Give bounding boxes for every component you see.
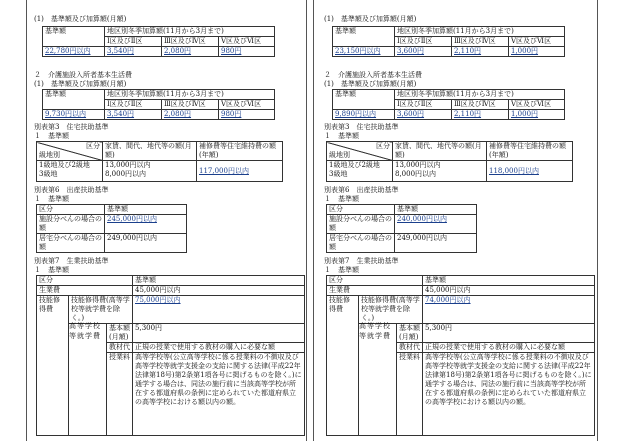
- housing-header-repair: 補修費等住宅維持費の額(年額): [197, 142, 283, 161]
- housing-table-subtitle: １ 基準額: [34, 132, 69, 140]
- housing-table-title: 別表第3 住宅扶助基準: [324, 123, 399, 131]
- page-rule-mid-right: [313, 0, 314, 441]
- page-rule-right: [597, 0, 598, 441]
- occupation-table: [326, 275, 595, 436]
- winter-value: 3,540円: [105, 47, 162, 57]
- hs-base-label: 基本額(月額): [397, 324, 423, 343]
- hs-base-value: 5,300円: [423, 324, 595, 343]
- section-title-basic: (1) 基準額及び加算額(月額): [34, 15, 127, 23]
- care-facility-table: [42, 89, 275, 120]
- hs-base-label: 基本額(月額): [107, 324, 133, 343]
- birth-row-value: 249,000円以内: [395, 234, 477, 253]
- zone-label: Ⅴ区及びⅥ区: [509, 100, 565, 110]
- birth-table-subtitle: １ 基準額: [34, 195, 69, 203]
- skill-label: 技能修得費: [37, 296, 69, 436]
- skill-label: 技能修得費: [327, 296, 359, 436]
- occupation-header-base: 基準額: [423, 276, 595, 286]
- housing-repair-value: 117,000円以内: [197, 161, 283, 182]
- tuition-value: 高等学校等(公立高等学校に係る授業料の不徴収及び高等学校等就学支援金の支給に関する法律(平成22年法律第18号)第2条第1項各号に掲げるものを除く。)に通学する場合は、同法の施行前に当該高等学校が所在する都道府県の条例に定められていた都道府県立の高等学校における額以内の額。: [133, 353, 305, 436]
- hs-label: 高等学校等就学費: [359, 322, 391, 340]
- textbook-label: 教材代: [107, 343, 133, 353]
- housing-header-repair: 補修費等住宅維持費の額(年額): [487, 142, 573, 161]
- occupation-table-subtitle: １ 基準額: [324, 266, 359, 274]
- section-subtitle-care-facility: (1) 基準額及び加算額(月額): [34, 80, 127, 88]
- section-title-basic: (1) 基準額及び加算額(月額): [324, 15, 417, 23]
- winter-value: 980円: [219, 110, 275, 120]
- base-amount-value: 9,890円以内: [333, 110, 395, 120]
- birth-table-subtitle: １ 基準額: [324, 195, 359, 203]
- zone-label: Ⅰ区及びⅡ区: [395, 100, 452, 110]
- birth-row-label: 施設分べんの場合の額: [37, 215, 105, 234]
- birth-header-class: 区分: [37, 205, 105, 215]
- birth-header-base: 基準額: [105, 205, 187, 215]
- birth-header-base: 基準額: [395, 205, 477, 215]
- base-amount-value: 9,730円以内: [43, 110, 105, 120]
- textbook-label: 教材代: [397, 343, 423, 353]
- skill-sub-label: 技能修得費(高等学校等就学費を除く。): [69, 296, 133, 324]
- occupation-table-subtitle: １ 基準額: [34, 266, 69, 274]
- tuition-value: 高等学校等(公立高等学校に係る授業料の不徴収及び高等学校等就学支援金の支給に関する法律(平成22年法律第18号)第2条第1項各号に掲げるものを除く。)に通学する場合は、同法の施行前に当該高等学校が所在する都道府県の条例に定められていた都道府県立の高等学校における額以内の額。: [423, 353, 595, 436]
- zone-label: Ⅴ区及びⅥ区: [219, 100, 275, 110]
- occupation-table: [36, 275, 305, 436]
- header-base-amount: 基準額: [43, 90, 105, 110]
- skill-sub-label: 技能修得費(高等学校等就学費を除く。): [359, 296, 423, 324]
- zone-label: Ⅲ区及びⅣ区: [452, 37, 509, 47]
- housing-header-rent: 家賃、間代、地代等の額(月額): [393, 142, 487, 161]
- zone-label: Ⅲ区及びⅣ区: [452, 100, 509, 110]
- zone-label: Ⅰ区及びⅡ区: [105, 37, 162, 47]
- housing-table: [326, 141, 573, 182]
- winter-value: 3,540円: [105, 110, 162, 120]
- section-title-care-facility: ２ 介護施設入所者基本生活費: [324, 71, 422, 79]
- hs-label: 高等学校等就学費: [69, 322, 101, 340]
- birth-table-title: 別表第6 出産扶助基準: [324, 186, 399, 194]
- livelihood-label: 生業費: [327, 286, 423, 296]
- tuition-label: 授業料: [107, 353, 133, 436]
- birth-table: [36, 204, 187, 253]
- housing-header-class: 区分 級地別: [37, 142, 103, 161]
- header-base-amount: 基準額: [43, 27, 105, 47]
- birth-row-value: 249,000円以内: [105, 234, 187, 253]
- birth-row-label: 施設分べんの場合の額: [327, 215, 395, 234]
- birth-row-value: 245,000円以内: [105, 215, 187, 234]
- zone-label: Ⅰ区及びⅡ区: [395, 37, 452, 47]
- housing-header-class: 区分 級地別: [327, 142, 393, 161]
- zone-label: Ⅰ区及びⅡ区: [105, 100, 162, 110]
- skill-value: 75,000円以内: [133, 296, 305, 324]
- birth-table: [326, 204, 477, 253]
- winter-value: 1,000円: [509, 110, 565, 120]
- header-base-amount: 基準額: [333, 90, 395, 110]
- birth-table-title: 別表第6 出産扶助基準: [34, 186, 109, 194]
- occupation-header-class: 区分: [37, 276, 133, 286]
- zone-label: Ⅴ区及びⅥ区: [509, 37, 565, 47]
- section-subtitle-care-facility: (1) 基準額及び加算額(月額): [324, 80, 417, 88]
- page-rule-left: [26, 0, 27, 441]
- winter-value: 2,080円: [162, 110, 219, 120]
- livelihood-label: 生業費: [37, 286, 133, 296]
- skill-value: 74,000円以内: [423, 296, 595, 324]
- housing-levels: 1級地及び2級地 3級地: [327, 161, 393, 182]
- birth-row-label: 居宅分べんの場合の額: [37, 234, 105, 253]
- basic-living-table: [332, 26, 565, 57]
- housing-table-subtitle: １ 基準額: [324, 132, 359, 140]
- winter-value: 2,110円: [452, 110, 509, 120]
- zone-label: Ⅲ区及びⅣ区: [162, 37, 219, 47]
- housing-table: [36, 141, 283, 182]
- birth-row-value: 240,000円以内: [395, 215, 477, 234]
- textbook-value: 正規の授業で使用する教材の購入に必要な額: [133, 343, 305, 353]
- winter-value: 3,600円: [395, 47, 452, 57]
- birth-header-class: 区分: [327, 205, 395, 215]
- textbook-value: 正規の授業で使用する教材の購入に必要な額: [423, 343, 595, 353]
- housing-rent-values: 13,000円以内 8,000円以内: [393, 161, 487, 182]
- occupation-table-title: 別表第7 生業扶助基準: [324, 257, 399, 265]
- occupation-header-base: 基準額: [133, 276, 305, 286]
- section-title-care-facility: ２ 介護施設入所者基本生活費: [34, 71, 132, 79]
- zone-label: Ⅴ区及びⅥ区: [219, 37, 275, 47]
- winter-value: 2,080円: [162, 47, 219, 57]
- birth-row-label: 居宅分べんの場合の額: [327, 234, 395, 253]
- housing-header-rent: 家賃、間代、地代等の額(月額): [103, 142, 197, 161]
- housing-repair-value: 118,000円以内: [487, 161, 573, 182]
- care-facility-table: [332, 89, 565, 120]
- base-amount-value: 23,150円以内: [333, 47, 395, 57]
- header-winter-addition: 地区別冬季加算額(11月から3月まで): [395, 27, 565, 37]
- zone-label: Ⅲ区及びⅣ区: [162, 100, 219, 110]
- housing-rent-values: 13,000円以内 8,000円以内: [103, 161, 197, 182]
- tuition-label: 授業料: [397, 353, 423, 436]
- header-winter-addition: 地区別冬季加算額(11月から3月まで): [395, 90, 565, 100]
- header-winter-addition: 地区別冬季加算額(11月から3月まで): [105, 27, 275, 37]
- header-winter-addition: 地区別冬季加算額(11月から3月まで): [105, 90, 275, 100]
- basic-living-table: [42, 26, 275, 57]
- header-base-amount: 基準額: [333, 27, 395, 47]
- occupation-header-class: 区分: [327, 276, 423, 286]
- housing-table-title: 別表第3 住宅扶助基準: [34, 123, 109, 131]
- winter-value: 3,600円: [395, 110, 452, 120]
- livelihood-value: 45,000円以内: [423, 286, 595, 296]
- hs-base-value: 5,300円: [133, 324, 305, 343]
- occupation-table-title: 別表第7 生業扶助基準: [34, 257, 109, 265]
- page-rule-mid-left: [306, 0, 307, 441]
- base-amount-value: 22,780円以内: [43, 47, 105, 57]
- livelihood-value: 45,000円以内: [133, 286, 305, 296]
- winter-value: 2,110円: [452, 47, 509, 57]
- winter-value: 980円: [219, 47, 275, 57]
- winter-value: 1,000円: [509, 47, 565, 57]
- housing-levels: 1級地及び2級地 3級地: [37, 161, 103, 182]
